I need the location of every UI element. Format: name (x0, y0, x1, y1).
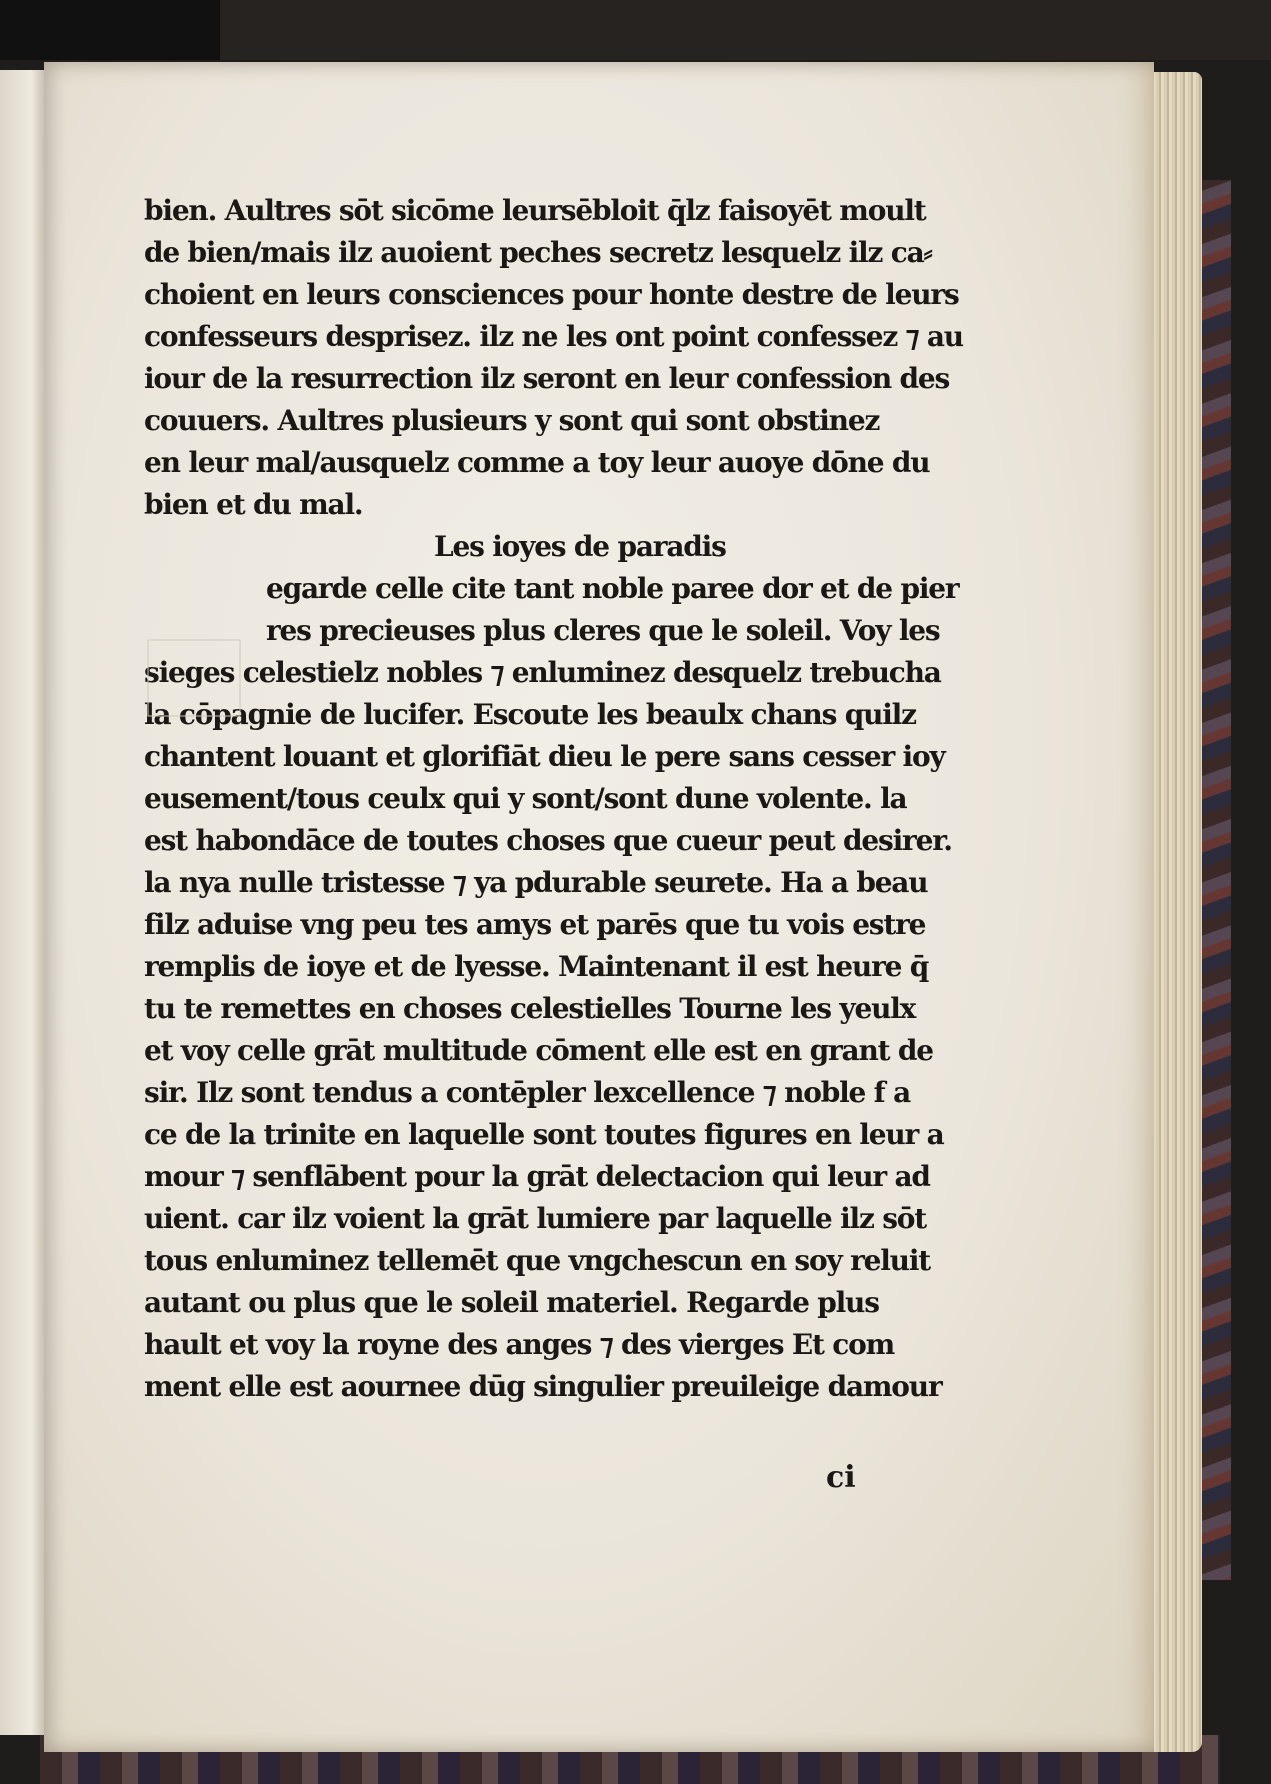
text-line-indented: res precieuses plus cleres que le soleil. Voy les (266, 614, 940, 647)
text-line: remplis de ioye et de lyesse. Maintenant il est heure q̄ (144, 950, 929, 983)
text-line: hault et voy la royne des anges ⁊ des vierges Et com (144, 1328, 895, 1361)
text-line: couuers. Aultres plusieurs y sont qui sont obstinez (144, 404, 880, 437)
text-line: iour de la resurrection ilz seront en leur confession des (144, 362, 950, 395)
text-line: confesseurs desprisez. ilz ne les ont point confessez ⁊ au (144, 320, 963, 353)
section-heading: Les ioyes de paradis (434, 530, 726, 563)
signature-mark: ci (826, 1460, 856, 1495)
text-line: tous enluminez tellemēt que vngchescun en soy reluit (144, 1244, 930, 1277)
text-line: mour ⁊ senflābent pour la grāt delectacion qui leur ad (144, 1160, 930, 1193)
book-page (44, 62, 1154, 1752)
text-line: en leur mal/ausquelz comme a toy leur auoye dōne du (144, 446, 930, 479)
decorated-initial-r-icon (144, 636, 244, 720)
text-line: bien et du mal. (144, 488, 363, 521)
text-line: et voy celle grāt multitude cōment elle est en grant de (144, 1034, 933, 1067)
text-line: la nya nulle tristesse ⁊ ya pdurable seurete. Ha a beau (144, 866, 928, 899)
text-line: tu te remettes en choses celestielles Tourne les yeulx (144, 992, 916, 1025)
text-line: autant ou plus que le soleil materiel. Regarde plus (144, 1286, 879, 1319)
text-line-indented: egarde celle cite tant noble paree dor et de pier (266, 572, 959, 605)
text-block (144, 190, 994, 1408)
text-line: sieges celestielz nobles ⁊ enluminez desquelz trebucha (144, 656, 941, 689)
text-line: ment elle est aournee dūg singulier preuileige damour (144, 1370, 942, 1403)
scan-background-left (0, 0, 220, 60)
text-line: filz aduise vng peu tes amys et parēs que tu vois estre (144, 908, 926, 941)
text-line: eusement/tous ceulx qui y sont/sont dune volente. la (144, 782, 907, 815)
text-line: bien. Aultres sōt sicōme leursēbloit q̄lz faisoyēt moult (144, 194, 926, 227)
text-line: uient. car ilz voient la grāt lumiere par laquelle ilz sōt (144, 1202, 926, 1235)
text-line: la cōpagnie de lucifer. Escoute les beaulx chans quilz (144, 698, 916, 731)
text-line: chantent louant et glorifiāt dieu le pere sans cesser ioy (144, 740, 945, 773)
facing-page-edge (0, 70, 45, 1735)
text-line: choient en leurs consciences pour honte destre de leurs (144, 278, 959, 311)
text-line: ce de la trinite en laquelle sont toutes figures en leur a (144, 1118, 944, 1151)
text-line: sir. Ilz sont tendus a contēpler lexcellence ⁊ noble f a (144, 1076, 911, 1109)
text-line: est habondāce de toutes choses que cueur peut desirer. (144, 824, 952, 857)
text-line: de bien/mais ilz auoient peches secretz lesquelz ilz ca⸗ (144, 236, 932, 269)
